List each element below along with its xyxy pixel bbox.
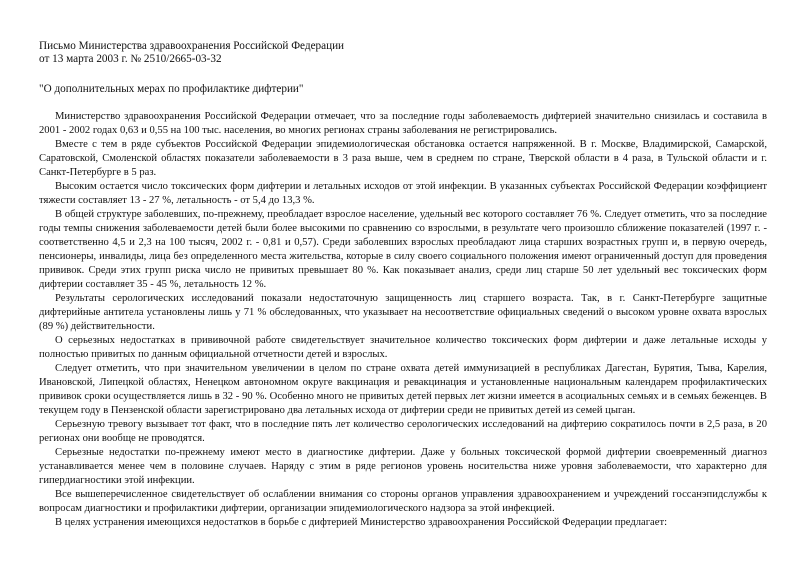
paragraph: Серьезные недостатки по-прежнему имеют место в диагностике дифтерии. Даже у больных токсической формой дифтерии своевременный диагноз устанавливается менее чем в половине случаев. Наряду с этим в ряде регионов уровень носительства ниже уровня заболеваемости, что характерно для гипердиагностики этой инфекции. <box>39 447 767 486</box>
document-page <box>39 40 767 530</box>
letter-header-line-2: от 13 марта 2003 г. № 2510/2665-03-32 <box>39 53 222 65</box>
paragraph: Вместе с тем в ряде субъектов Российской Федерации эпидемиологическая обстановка остается напряженной. В г. Москве, Владимирской, Самарской, Саратовской, Смоленской областях показатели заболеваемости в 3 раза выше, чем в среднем по стране, Тверской области в 4 раза, в Тульской области и г. Санкт-Петербурге в 5 раз. <box>39 139 767 178</box>
document-title: "О дополнительных мерах по профилактике дифтерии" <box>39 83 304 95</box>
paragraph: О серьезных недостатках в прививочной работе свидетельствует значительное количество токсических форм дифтерии и даже летальные исходы у полностью привитых по данным официальной отчетности детей и взрослых. <box>39 335 767 360</box>
paragraph: Высоким остается число токсических форм дифтерии и летальных исходов от этой инфекции. В указанных субъектах Российской Федерации коэффициент тяжести составляет 13 - 27 %, летальность - от 5,4 до 13,3 %. <box>39 181 767 206</box>
paragraph: В целях устранения имеющихся недостатков в борьбе с дифтерией Министерство здравоохранения Российской Федерации предлагает: <box>55 517 668 528</box>
paragraph: Министерство здравоохранения Российской Федерации отмечает, что за последние годы заболеваемость дифтерией значительно снизилась и составила в 2001 - 2002 годах 0,63 и 0,55 на 100 тыс. населения, во многих регионах страны заболевания не регистрировались. <box>39 111 767 136</box>
paragraph: Результаты серологических исследований показали недостаточную защищенность лиц старшего возраста. Так, в г. Санкт-Петербурге защитные дифтерийные антитела установлены лишь у 71 % обследованных, что указывает на несоответствие официальных сведений о высоком уровне охвата взрослых (89 %) действительности. <box>39 293 767 332</box>
paragraph: В общей структуре заболевших, по-прежнему, преобладает взрослое население, удельный вес которого составляет 76 %. Следует отметить, что за последние годы темпы снижения заболеваемости детей были более высокими по сравнению со взрослыми, в результате чего произошло сближение показателей (1997 г. - соответственно 4,5 и 2,3 на 100 тысяч, 2002 г. - 0,81 и 0,57). Среди заболевших взрослых преобладают лица старших возрастных групп и, в первую очередь, пенсионеры, инвалиды, лица без определенного места жительства, которые в силу своего социального положения имеют ограниченный доступ для проведения прививок. Среди этих групп риска число не привитых превышает 80 %. Как показывает анализ, среди лиц старше 50 лет удельный вес токсических форм дифтерии составляет 35 - 45 %, летальность 12 %. <box>39 209 767 290</box>
paragraph: Серьезную тревогу вызывает тот факт, что в последние пять лет количество серологических исследований на дифтерию сократилось почти в 2,5 раза, в 20 регионах они вообще не проводятся. <box>39 419 767 444</box>
letter-header-line-1: Письмо Министерства здравоохранения Российской Федерации <box>39 40 345 52</box>
paragraph: Все вышеперечисленное свидетельствует об ослаблении внимания со стороны органов управления здравоохранением и учреждений госсанэпидслужбы к вопросам диагностики и профилактики дифтерии, организации эпидемиологического надзора за этой инфекцией. <box>39 489 767 514</box>
paragraph: Следует отметить, что при значительном увеличении в целом по стране охвата детей иммунизацией в республиках Дагестан, Бурятия, Тыва, Карелия, Ивановской, Липецкой областях, Ненецком автономном округе вакцинация и ревакцинация и установленные национальным календарем профилактических прививок сроки осуществляется лишь в 32 - 90 %. Особенно много не привитых детей первых лет жизни имеется в асоциальных семьях и в семьях беженцев. В текущем году в Пензенской области зарегистрировано два летальных исхода от дифтерии среди не привитых детей из семей цыган. <box>39 363 767 416</box>
